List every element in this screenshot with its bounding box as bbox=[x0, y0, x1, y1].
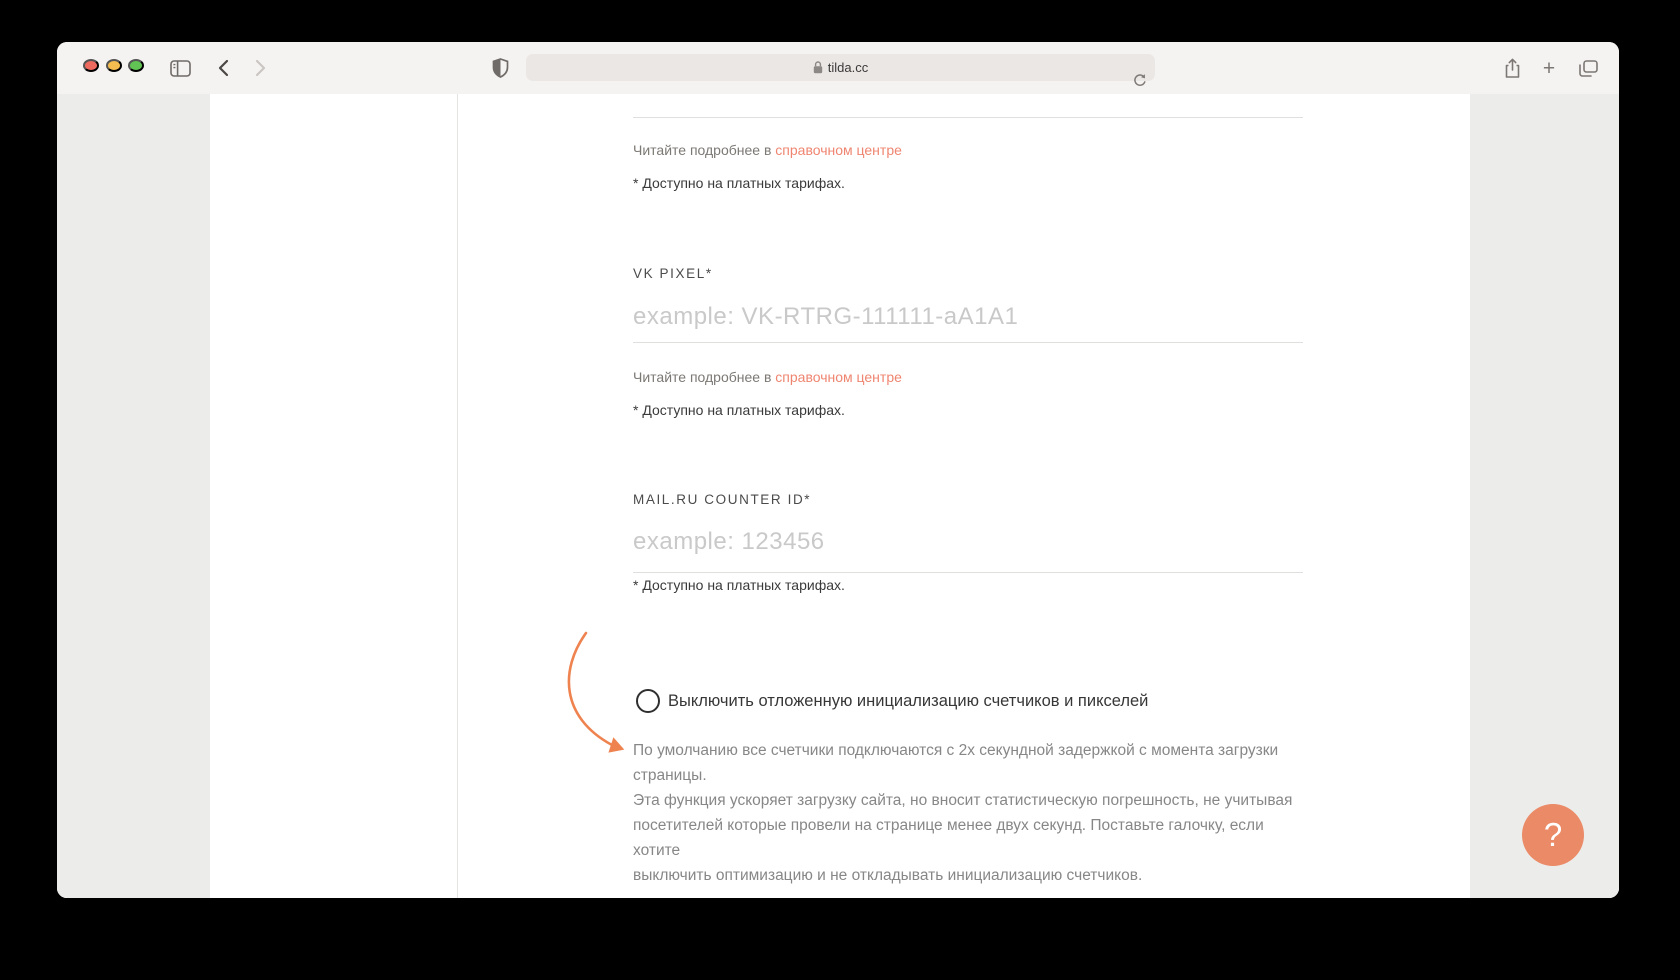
paid-plans-note: * Доступно на платных тарифах. bbox=[633, 175, 845, 191]
description-line: Эта функция ускоряет загрузку сайта, но вносит статистическую погрешность, не учитывая bbox=[633, 792, 1293, 809]
lock-icon bbox=[813, 61, 823, 74]
mailru-counter-label: MAIL.RU COUNTER ID* bbox=[633, 492, 812, 507]
help-center-link[interactable]: справочном центре bbox=[775, 369, 902, 385]
description-line: По умолчанию все счетчики подключаются с 2х секундной задержкой с момента загрузки страницы. bbox=[633, 742, 1279, 784]
hint-row bbox=[633, 140, 1303, 160]
vk-pixel-input[interactable] bbox=[633, 292, 1303, 343]
annotation-arrow-icon bbox=[540, 627, 640, 772]
new-tab-icon[interactable]: + bbox=[1537, 42, 1561, 94]
share-icon[interactable] bbox=[1500, 42, 1524, 94]
back-icon[interactable] bbox=[212, 42, 234, 94]
hint-row bbox=[633, 367, 1303, 387]
browser-toolbar bbox=[57, 42, 1619, 95]
minimize-window-button[interactable] bbox=[106, 59, 122, 72]
description-line: выключить оптимизацию и не откладывать инициализацию счетчиков. bbox=[633, 867, 1143, 884]
paid-plans-note: * Доступно на платных тарифах. bbox=[633, 402, 845, 418]
help-center-link[interactable]: справочном центре bbox=[775, 142, 902, 158]
page-content bbox=[57, 94, 1619, 898]
settings-panel-divider bbox=[457, 94, 458, 898]
zoom-window-button[interactable] bbox=[128, 59, 144, 72]
description-line: посетителей которые провели на странице менее двух секунд. Поставьте галочку, если хотите bbox=[633, 817, 1264, 859]
tab-overview-icon[interactable] bbox=[1575, 42, 1601, 94]
close-window-button[interactable] bbox=[83, 59, 99, 72]
hint-text: Читайте подробнее в bbox=[633, 369, 776, 385]
previous-field-underline bbox=[633, 117, 1303, 118]
paid-plans-note: * Доступно на платных тарифах. bbox=[633, 577, 845, 593]
left-gray-rail bbox=[57, 94, 210, 898]
forward-icon[interactable] bbox=[249, 42, 271, 94]
optimization-description bbox=[633, 738, 1313, 888]
help-button[interactable]: ? bbox=[1522, 804, 1584, 866]
hint-text: Читайте подробнее в bbox=[633, 142, 776, 158]
vk-pixel-label: VK PIXEL* bbox=[633, 266, 713, 281]
url-text: tilda.cc bbox=[827, 60, 869, 75]
address-bar[interactable] bbox=[526, 54, 1155, 81]
privacy-shield-icon[interactable] bbox=[489, 42, 511, 94]
safari-window bbox=[57, 42, 1619, 898]
mailru-counter-input[interactable] bbox=[633, 512, 1303, 573]
checkbox-label[interactable]: Выключить отложенную инициализацию счетчиков и пикселей bbox=[668, 692, 1149, 710]
disable-deferred-init-checkbox[interactable] bbox=[636, 689, 660, 713]
right-gray-rail bbox=[1470, 94, 1619, 898]
sidebar-toggle-icon[interactable] bbox=[167, 42, 193, 94]
